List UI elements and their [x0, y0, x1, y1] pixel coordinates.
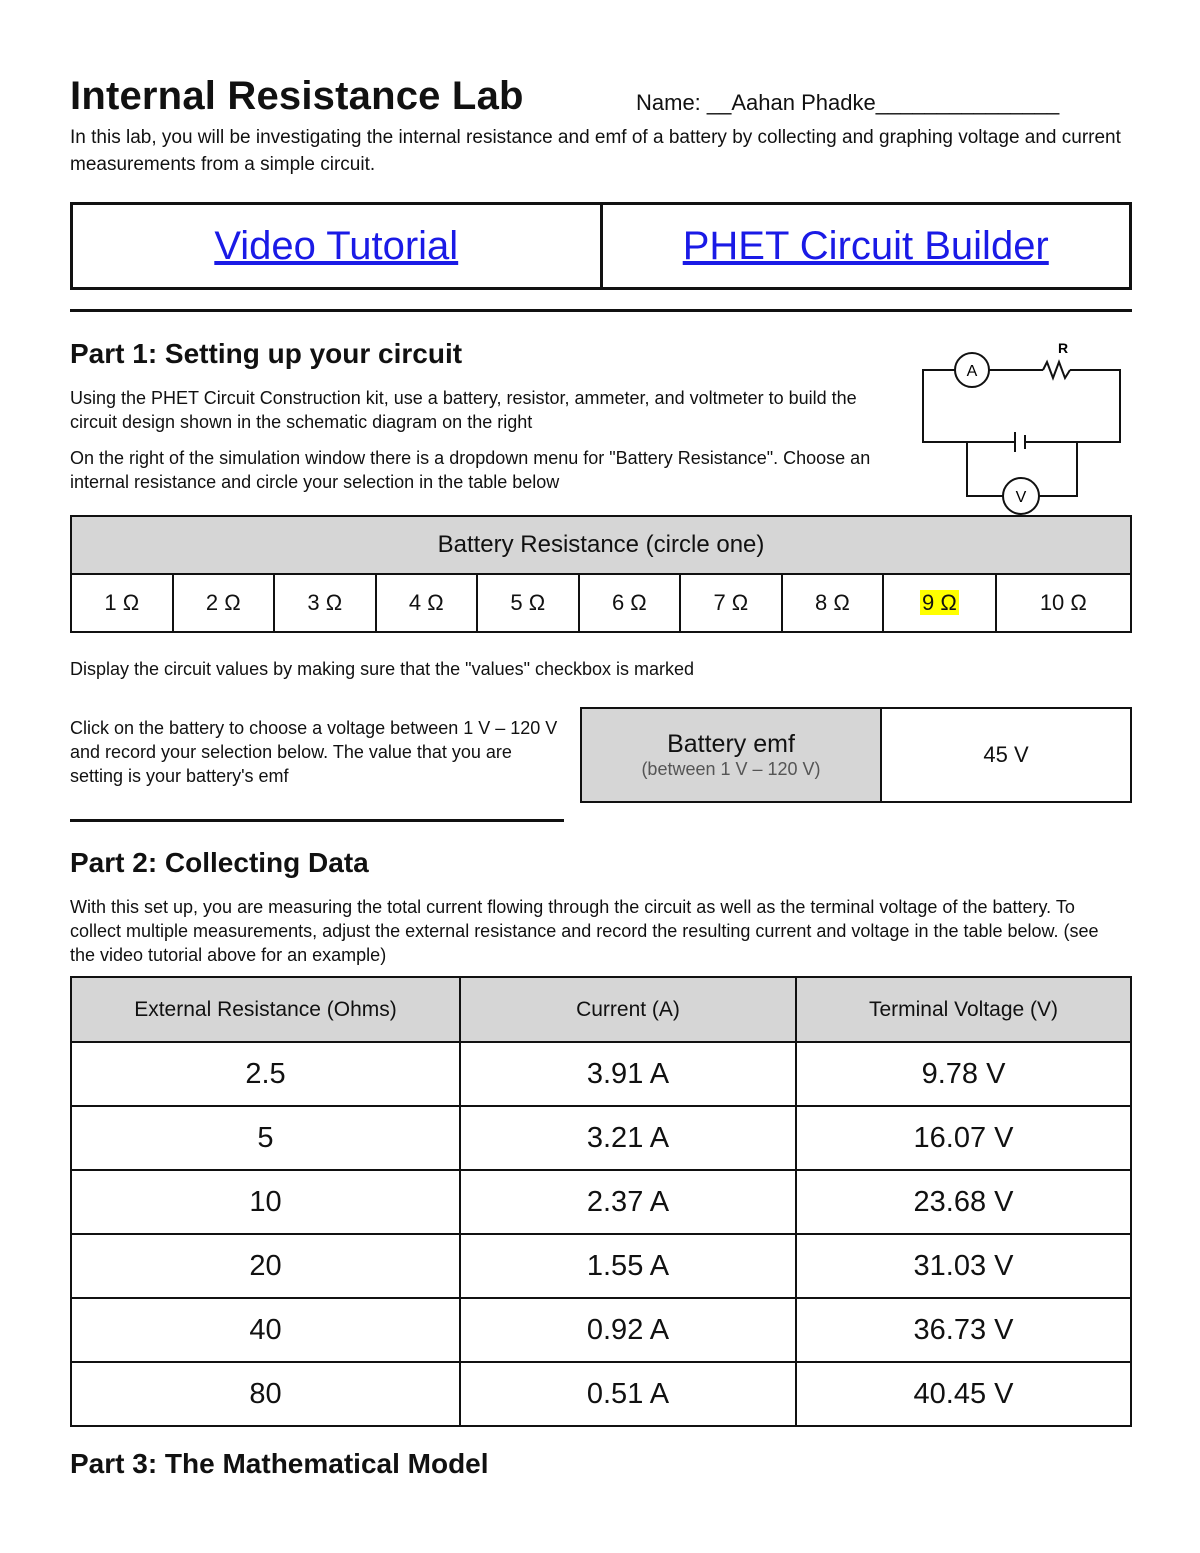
cell-voltage: 23.68 V: [796, 1170, 1131, 1234]
cell-current: 0.51 A: [460, 1362, 796, 1426]
resistance-option-label: 1 Ω: [104, 590, 140, 615]
cell-current: 3.91 A: [460, 1042, 796, 1106]
column-header-voltage: Terminal Voltage (V): [796, 977, 1131, 1042]
cell-current: 1.55 A: [460, 1234, 796, 1298]
resistance-option[interactable]: [477, 574, 579, 632]
cell-resistance: 80: [71, 1362, 460, 1426]
intro-paragraph: In this lab, you will be investigating the internal resistance and emf of a battery by collecting and graphing voltage and current measurements from a simple circuit.: [70, 127, 1121, 175]
resource-links-table: [70, 202, 1132, 290]
emf-sublabel: (between 1 V – 120 V): [641, 759, 821, 779]
student-name-line: Name: __Aahan Phadke_______________: [636, 90, 1060, 115]
resistance-option-label: 8 Ω: [814, 590, 850, 615]
circuit-schematic: [915, 336, 1130, 524]
table-row: [71, 1362, 1131, 1426]
cell-resistance: 40: [71, 1298, 460, 1362]
resistance-option[interactable]: [680, 574, 782, 632]
cell-voltage: 31.03 V: [796, 1234, 1131, 1298]
resistance-option[interactable]: [173, 574, 275, 632]
page-title: Internal Resistance Lab: [70, 74, 524, 118]
resistor-label: R: [1057, 340, 1069, 356]
column-header-current: Current (A): [460, 977, 796, 1042]
table-row: [71, 1042, 1131, 1106]
emf-value: 45 V: [881, 708, 1131, 802]
resistance-option[interactable]: [883, 574, 996, 632]
cell-voltage: 36.73 V: [796, 1298, 1131, 1362]
resistance-option-label: 7 Ω: [713, 590, 749, 615]
part1-end-divider: [70, 819, 564, 822]
resistance-table-header: Battery Resistance (circle one): [71, 516, 1131, 574]
cell-voltage: 16.07 V: [796, 1106, 1131, 1170]
cell-current: 3.21 A: [460, 1106, 796, 1170]
resistance-option-label: 10 Ω: [1039, 590, 1087, 615]
emf-label: Battery emf: [667, 730, 795, 758]
resistance-option[interactable]: [274, 574, 376, 632]
phet-builder-cell: [601, 204, 1131, 289]
resistance-option-label: 6 Ω: [611, 590, 647, 615]
voltmeter-label: V: [1015, 489, 1027, 506]
part2-heading: Part 2: Collecting Data: [70, 847, 369, 878]
column-header-resistance: External Resistance (Ohms): [71, 977, 460, 1042]
resistance-option[interactable]: [782, 574, 884, 632]
emf-label-cell: [581, 708, 881, 802]
part3-heading: Part 3: The Mathematical Model: [70, 1448, 489, 1479]
cell-resistance: 10: [71, 1170, 460, 1234]
resistance-option[interactable]: [996, 574, 1131, 632]
video-tutorial-link[interactable]: Video Tutorial: [214, 223, 459, 268]
resistance-options-row: [71, 574, 1131, 632]
battery-emf-table: [580, 707, 1132, 803]
cell-resistance: 2.5: [71, 1042, 460, 1106]
values-checkbox-note: Display the circuit values by making sure that the "values" checkbox is marked: [70, 659, 695, 679]
resistance-option-label: 4 Ω: [408, 590, 444, 615]
cell-resistance: 20: [71, 1234, 460, 1298]
cell-current: 0.92 A: [460, 1298, 796, 1362]
resistance-option[interactable]: [376, 574, 478, 632]
part1-heading: Part 1: Setting up your circuit: [70, 338, 463, 369]
measurement-table: [70, 976, 1132, 1427]
cell-resistance: 5: [71, 1106, 460, 1170]
table-row: [71, 1170, 1131, 1234]
video-tutorial-cell: [72, 204, 602, 289]
table-row: [71, 1234, 1131, 1298]
resistor-symbol: [1043, 362, 1070, 378]
part1-para2: On the right of the simulation window there is a dropdown menu for "Battery Resistance". Choose an internal resistance and circle your selection in the table below: [70, 448, 871, 492]
part1-para1: Using the PHET Circuit Construction kit, use a battery, resistor, ammeter, and voltmeter to build the circuit design shown in the schematic diagram on the right: [70, 388, 857, 432]
phet-circuit-builder-link[interactable]: PHET Circuit Builder: [682, 223, 1049, 268]
resistance-option[interactable]: [579, 574, 681, 632]
part2-para: With this set up, you are measuring the total current flowing through the circuit as well as the terminal voltage of the battery. To collect multiple measurements, adjust the external resistance and record the resulting current and voltage in the table below. (see the video tutorial above for an example): [70, 897, 1099, 965]
table-row: [71, 1106, 1131, 1170]
circuit-wire-right: [1025, 370, 1120, 442]
resistance-option-label: 5 Ω: [510, 590, 546, 615]
resistance-option-label: 3 Ω: [307, 590, 343, 615]
emf-instruction: Click on the battery to choose a voltage between 1 V – 120 V and record your selection below. The value that you are setting is your battery's emf: [70, 718, 558, 786]
voltmeter-wire-right: [1039, 442, 1077, 496]
battery-resistance-table: [70, 515, 1132, 633]
ammeter-label: A: [966, 363, 978, 380]
voltmeter-wire-left: [967, 442, 1003, 496]
resistance-option-label: 9 Ω: [922, 590, 957, 615]
cell-current: 2.37 A: [460, 1170, 796, 1234]
resistance-option[interactable]: [71, 574, 173, 632]
resistance-option-label: 2 Ω: [205, 590, 241, 615]
section-divider: [70, 309, 1132, 312]
cell-voltage: 9.78 V: [796, 1042, 1131, 1106]
table-row: [71, 1298, 1131, 1362]
cell-voltage: 40.45 V: [796, 1362, 1131, 1426]
